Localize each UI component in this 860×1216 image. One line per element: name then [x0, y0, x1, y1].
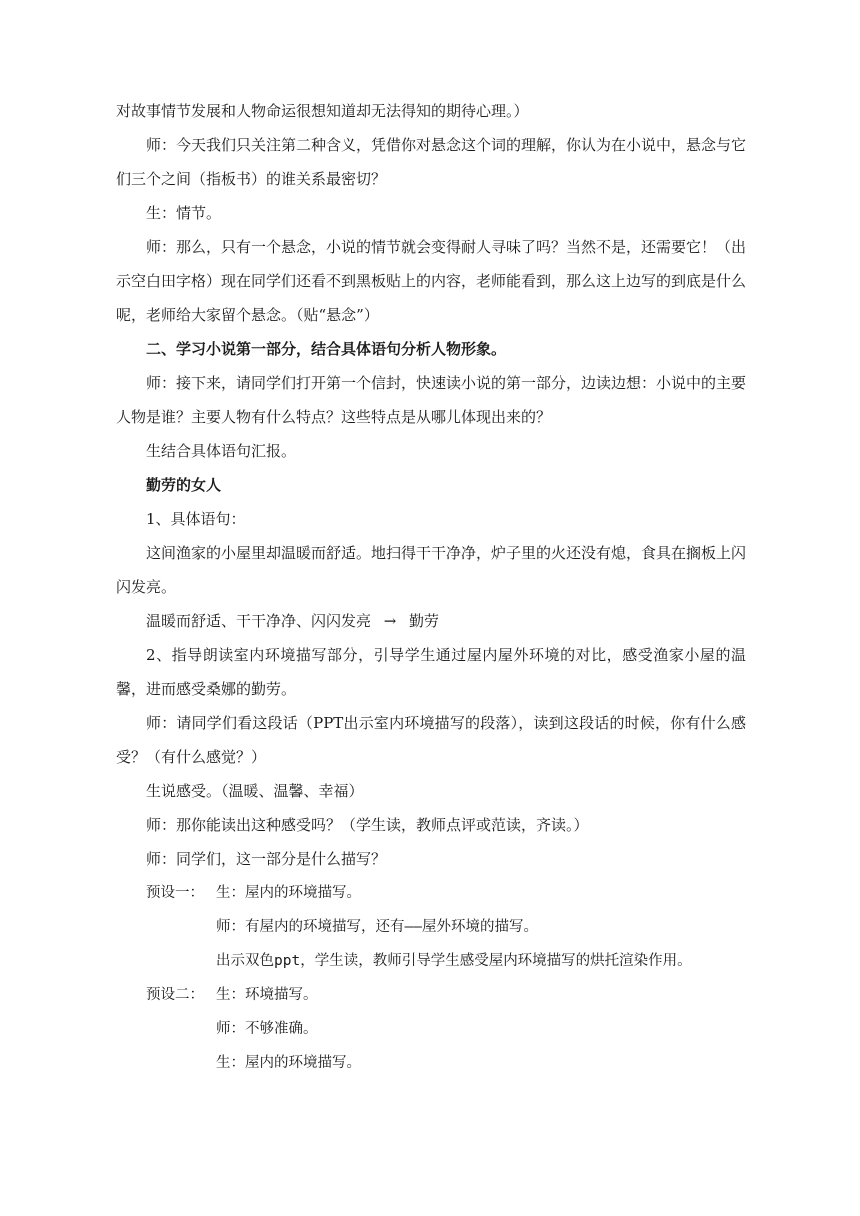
- paragraph: 师：那你能读出这种感受吗？（学生读，教师点评或范读，齐读。）: [146, 816, 589, 834]
- section-heading: 二、学习小说第一部分，结合具体语句分析人物形象。: [146, 340, 507, 358]
- keyword-result: 勤劳: [409, 612, 440, 630]
- document-body: [116, 94, 746, 1080]
- arrow-icon: →: [383, 612, 397, 630]
- paragraph: 1、具体语句：: [146, 510, 246, 528]
- paragraph: 师：同学们，这一部分是什么描写？: [146, 850, 387, 868]
- preset-line: 师：不够准确。: [216, 1021, 318, 1037]
- paragraph: 师：请同学们看这段话（PPT出示室内环境描写的段落），读到这段话的时候，你有什么感受？（有什么感觉？）: [116, 714, 746, 766]
- preset-line: 师：有屋内的环境描写，还有——屋外环境的描写。: [216, 919, 538, 935]
- preset-block-2: [116, 978, 746, 1080]
- preset-line: 出示双色ppt，学生读，教师引导学生感受屋内环境描写的烘托渲染作用。: [216, 953, 692, 969]
- keyword-phrases: 温暖而舒适、干干净净、闪闪发亮: [146, 612, 372, 630]
- paragraph: 2、指导朗读室内环境描写部分，引导学生通过屋内屋外环境的对比，感受渔家小屋的温馨，进而感受桑娜的勤劳。: [116, 646, 746, 698]
- paragraph: 生说感受。（温暖、温馨、幸福）: [146, 782, 364, 800]
- preset-label: 预设二：: [146, 987, 204, 1003]
- preset-label: 预设一：: [146, 885, 204, 901]
- paragraph: 师：那么，只有一个悬念，小说的情节就会变得耐人寻味了吗？当然不是，还需要它！（出示空白田字格）现在同学们还看不到黑板贴上的内容，老师能看到，那么这上边写的到底是什么呢，老师给大家留个悬念。（贴“悬念”）: [116, 238, 747, 324]
- paragraph: 生：情节。: [146, 204, 222, 222]
- paragraph: 师：接下来，请同学们打开第一个信封，快速读小说的第一部分，边读边想：小说中的主要人物是谁？主要人物有什么特点？这些特点是从哪儿体现出来的？: [116, 374, 747, 426]
- preset-line: 生：屋内的环境描写。: [216, 885, 361, 901]
- keyword-line: [116, 604, 746, 638]
- preset-line: 生：环境描写。: [216, 987, 318, 1003]
- preset-block-1: [116, 876, 746, 978]
- subheading: 勤劳的女人: [146, 476, 222, 494]
- paragraph: 生结合具体语句汇报。: [146, 442, 297, 460]
- paragraph: 这间渔家的小屋里却温暖而舒适。地扫得干干净净，炉子里的火还没有熄，食具在搁板上闪闪发亮。: [116, 544, 747, 596]
- preset-line: 生：屋内的环境描写。: [216, 1055, 361, 1071]
- paragraph: 师：今天我们只关注第二种含义，凭借你对悬念这个词的理解，你认为在小说中，悬念与它们三个之间（指板书）的谁关系最密切？: [116, 136, 747, 188]
- paragraph: 对故事情节发展和人物命运很想知道却无法得知的期待心理。）: [116, 102, 529, 120]
